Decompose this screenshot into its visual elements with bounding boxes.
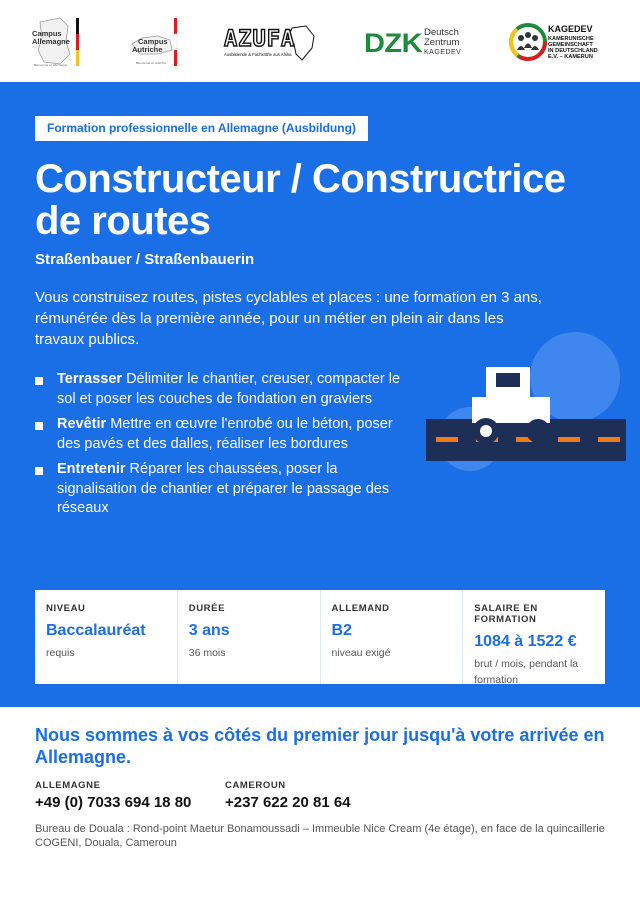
logo-text: Autriche: [132, 45, 163, 54]
logo-text: GEMEINSCHAFT: [548, 42, 593, 48]
logo-text: IN DEUTSCHLAND: [548, 48, 598, 54]
task-term: Entretenir: [57, 461, 126, 477]
stat-sub: requis: [46, 647, 75, 659]
logo-text: Allemagne: [32, 37, 70, 46]
task-text: Délimiter le chantier, creuser, compacter le sol et poser les couches de fondation en graviers: [57, 371, 401, 407]
logo-text: Zentrum: [424, 37, 460, 48]
logo-text: Campus: [32, 29, 62, 38]
stat-salaire: [463, 590, 605, 684]
contact-label: ALLEMAGNE: [35, 780, 101, 791]
road-marking: [436, 437, 458, 442]
logo-text: KAGEDEV: [548, 24, 593, 34]
logo-text: E.V. – KAMERUN: [548, 54, 593, 60]
stat-label: ALLEMAND: [331, 603, 390, 614]
contact-cameroon: [225, 780, 351, 811]
logo-tagline: Ausbildende & Fachkräfte aus Afrika: [224, 52, 292, 57]
list-item: [35, 370, 415, 409]
stat-value: 1084 à 1522 €: [474, 633, 577, 650]
roller-window: [496, 373, 520, 387]
intro-text: Vous construisez routes, pistes cyclables et places : une formation en 3 ans, rémunérée dès la première année, pour un métier en plein air dans les travaux publics.: [35, 289, 542, 348]
stat-label: NIVEAU: [46, 603, 86, 614]
contact-label: CAMEROUN: [225, 780, 286, 791]
stat-label: SALAIRE EN FORMATION: [474, 603, 538, 625]
cta-heading: Nous sommes à vos côtés du premier jour jusqu'à votre arrivée en Allemagne.: [35, 725, 605, 767]
dzk-logo: [364, 14, 468, 70]
logo-tagline: Bienvenue en Autriche: [136, 61, 167, 65]
task-term: Terrasser: [57, 371, 123, 387]
page-subtitle: Straßenbauer / Straßenbauerin: [35, 251, 255, 268]
road-marking: [598, 437, 620, 442]
logo-tagline: Bienvenue en Allemagne: [34, 63, 68, 67]
office-address: Bureau de Douala : Rond-point Maetur Bonamoussadi – Immeuble Nice Cream (4e étage), en face de la quincaillerie COGENI, Douala, Cameroun: [35, 823, 605, 849]
page-title: Constructeur / Constructrice de routes: [35, 157, 566, 243]
azufa-logo: [222, 14, 320, 70]
stat-sub: brut / mois, pendant la formation: [474, 658, 579, 686]
phone-number[interactable]: +49 (0) 7033 694 18 80: [35, 794, 192, 811]
bullet-square-icon: [35, 422, 43, 430]
list-item: [35, 415, 415, 454]
task-text: Réparer les chaussées, poser la signalisation de chantier et préparer le passage des réseaux: [57, 461, 390, 516]
stat-value: 3 ans: [188, 622, 230, 639]
stat-duree: [178, 590, 321, 684]
stat-sub: 36 mois: [188, 647, 226, 659]
phone-number[interactable]: +237 622 20 81 64: [225, 794, 351, 811]
road-roller-illustration: [420, 327, 635, 477]
category-badge: Formation professionnelle en Allemagne (Ausbildung): [35, 116, 368, 141]
roller-wheel-hub: [480, 425, 492, 437]
stat-sub: niveau exigé: [331, 647, 391, 659]
logo-bar: [0, 0, 640, 82]
bullet-square-icon: [35, 467, 43, 475]
road-marking: [558, 437, 580, 442]
task-term: Revêtir: [57, 416, 107, 432]
logo-mark: DZK: [364, 28, 424, 58]
stat-value: B2: [331, 622, 352, 639]
task-text: Mettre en œuvre l'enrobé ou le béton, poser des pavés et des dalles, réaliser les bordures: [57, 416, 393, 452]
logo-text: AZUFA: [224, 27, 296, 52]
roller-wheel-icon: [526, 419, 550, 443]
task-list: [35, 370, 415, 525]
campus-autriche-logo: [128, 14, 184, 70]
campus-allemagne-logo: [30, 14, 86, 70]
logo-text: Campus: [138, 37, 168, 46]
kagedev-logo: [508, 14, 612, 70]
bullet-square-icon: [35, 377, 43, 385]
stat-label: DURÉE: [188, 603, 226, 614]
logo-text: KAMERUNISCHE: [548, 36, 594, 42]
logo-text: Deutsch: [424, 27, 459, 38]
list-item: [35, 460, 415, 519]
stat-niveau: [35, 590, 178, 684]
contact-germany: [35, 780, 191, 811]
stat-value: Baccalauréat: [46, 622, 146, 639]
key-facts: [35, 590, 605, 684]
hero-section: [0, 82, 640, 707]
stat-allemand: [321, 590, 464, 684]
logo-text: KAGEDEV: [424, 49, 462, 56]
